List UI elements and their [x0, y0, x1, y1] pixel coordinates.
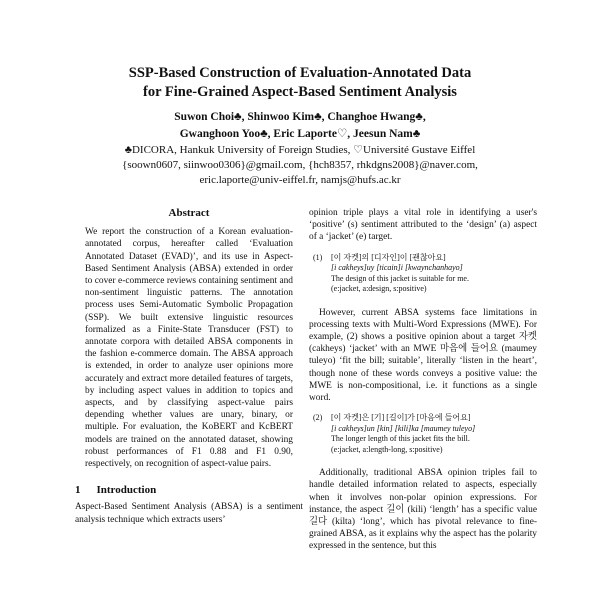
affiliations: [40, 143, 560, 188]
example-annotation: (e:jacket, a:design, s:positive): [331, 284, 427, 294]
example-2: [309, 413, 537, 455]
emails-line-2: eric.laporte@univ-eiffel.fr, namjs@hufs.ac.kr: [199, 174, 401, 186]
example-number: (1): [313, 252, 323, 262]
paragraph-mwe: However, current ABSA systems face limitations in processing texts with Multi-Word Expressions (MWE). For example, (2) shows a positive opinion about a target 자켓 (cakheys) ‘jacket’ with an MWE 마음에 들어요 (maumey tuleyo) ‘fit the bill; suitable’, literally ‘listen in the heart’, though none of these words conveys a positive value: the MWE is non-compositional, i.e. it functions as a single word.: [309, 307, 537, 404]
abstract-body: We report the construction of a Korean evaluation-annotated corpus, hereafter called ‘Evaluation Annotated Dataset (EVAD)’, and its use in Aspect-Based Sentiment Analysis (ABSA) extended in order to cover e-commerce reviews containing sentiment and non-sentiment linguistic patterns. The annotation process uses Semi-Automatic Symbolic Propagation (SSP). We built extensive linguistic resources formalized as a Finite-State Transducer (FST) to annotate corpora with detailed ABSA components in the fashion e-commerce domain. The ABSA approach is extended, in order to analyze user opinions more accurately and extract more detailed features of targets, by including aspect values in addition to topics and aspects, and by classifying aspect-value pairs depending whether values are unary, binary, or multiple. For evaluation, the KoBERT and KcBERT models are trained on the annotated dataset, showing robust performances of F1 0.88 and F1 0.90, respectively, on recognition of aspect-value pairs.: [85, 227, 293, 470]
affiliation-line: ♣DICORA, Hankuk University of Foreign Studies, ♡Université Gustave Eiffel: [124, 144, 476, 156]
authors-line-1: Suwon Choi♣, Shinwoo Kim♣, Changhoe Hwang♣,: [174, 111, 426, 123]
section-title: Introduction: [96, 484, 157, 497]
title-line-2: for Fine-Grained Aspect-Based Sentiment Analysis: [143, 84, 457, 100]
emails-line-1: {soown0607, siinwoo0306}@gmail.com, {hch8357, rhkdgns2008}@naver.com,: [122, 159, 478, 171]
example-1: [309, 253, 537, 295]
example-korean: [이 자켓]은 [기] [길이]가 [마음에 들어요]: [331, 413, 471, 423]
example-gloss: The design of this jacket is suitable for me.: [331, 273, 469, 283]
paper-title: [60, 64, 540, 102]
section-number: 1: [75, 484, 81, 497]
continued-paragraph: opinion triple plays a vital role in identifying a user's ‘positive’ (s) sentiment attributed to the ‘design’ (a) aspect of a ‘jacket’ (e) target.: [309, 208, 537, 243]
authors-line-2: Gwanghoon Yoo♣, Eric Laporte♡, Jeesun Nam♣: [179, 128, 421, 140]
example-annotation: (e:jacket, a:length-long, s:positive): [331, 444, 443, 454]
abstract-heading: Abstract: [168, 207, 210, 219]
example-romanization: [i cakheys]un [kin] [kili]ka [maumey tuleyo]: [331, 423, 476, 433]
example-romanization: [i cakheys]uy [ticain]i [kwaynchanhayo]: [331, 263, 463, 273]
example-korean: [이 자켓]의 [디자인]이 [괜찮아요]: [331, 252, 446, 262]
paragraph-additionally: Additionally, traditional ABSA opinion triples fail to handle detailed information related to aspects, especially when it involves non-polar opinion expressions. For instance, the aspect 길이 (kili) ‘length’ has a specific value 길다 (kilta) ‘long’, which has pivotal relevance to fine-grained ABSA, as it explains why the aspect has the polarity expressed in the sentence, but this: [309, 468, 537, 552]
title-line-1: SSP-Based Construction of Evaluation-Annotated Data: [128, 65, 472, 81]
example-number: (2): [313, 413, 323, 423]
example-gloss: The longer length of this jacket fits the bill.: [331, 434, 470, 444]
right-column: [309, 207, 537, 559]
authors: [60, 109, 540, 143]
intro-paragraph: Aspect-Based Sentiment Analysis (ABSA) is a sentiment analysis technique which extracts users’: [75, 502, 303, 525]
left-column: [75, 207, 303, 526]
section-heading-introduction: [75, 484, 303, 496]
